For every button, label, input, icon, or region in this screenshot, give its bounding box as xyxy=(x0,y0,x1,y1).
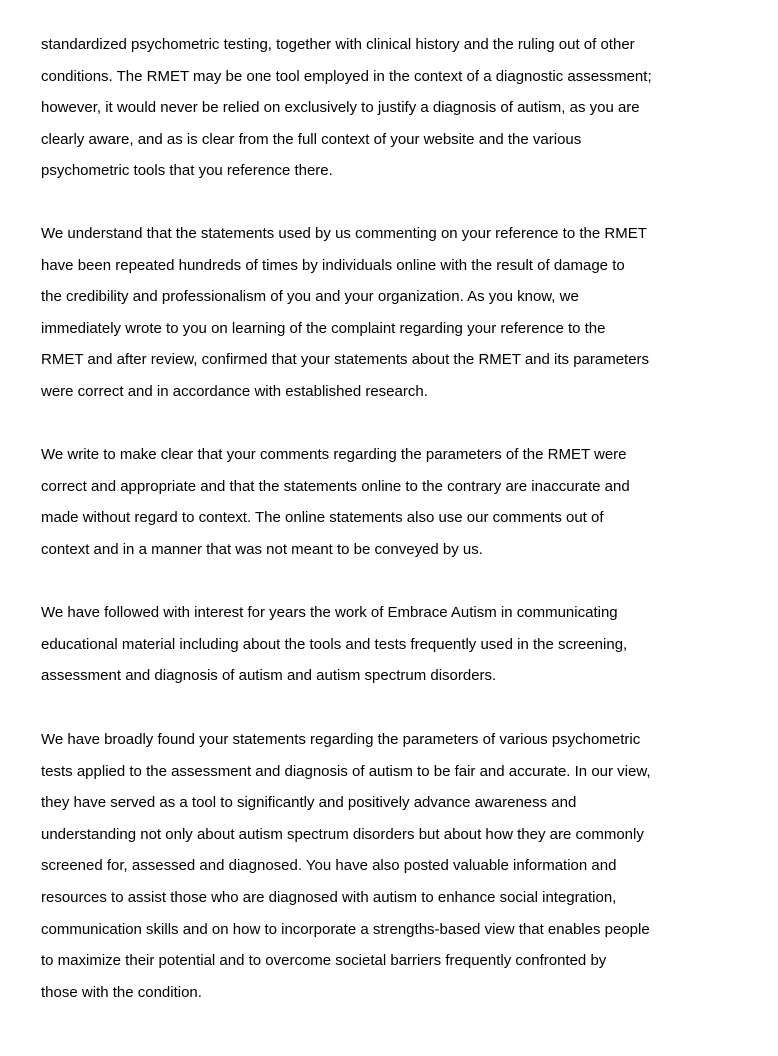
paragraph-line: We understand that the statements used by us commenting on your reference to the RMET xyxy=(41,225,647,242)
paragraph-line: resources to assist those who are diagnosed with autism to enhance social integration, xyxy=(41,888,617,906)
paragraph-1 xyxy=(41,29,731,187)
paragraph-line: screened for, assessed and diagnosed. You have also posted valuable information and xyxy=(41,857,617,875)
paragraph-line: understanding not only about autism spectrum disorders but about how they are commonly xyxy=(41,825,644,843)
paragraph-2 xyxy=(41,218,731,408)
paragraph-line: made without regard to context. The online statements also use our comments out of xyxy=(41,509,604,527)
paragraph-line: We write to make clear that your comments regarding the parameters of the RMET were xyxy=(41,446,627,463)
paragraph-line: immediately wrote to you on learning of the complaint regarding your reference to the xyxy=(41,319,606,337)
paragraph-line: psychometric tools that you reference there. xyxy=(41,162,333,180)
paragraph-line: however, it would never be relied on exclusively to justify a diagnosis of autism, as you are xyxy=(41,99,640,117)
paragraph-line: those with the condition. xyxy=(41,983,202,1001)
paragraph-line: correct and appropriate and that the statements online to the contrary are inaccurate and xyxy=(41,477,630,495)
paragraph-line: communication skills and on how to incorporate a strengths-based view that enables people xyxy=(41,920,650,938)
paragraph-line: the credibility and professionalism of you and your organization. As you know, we xyxy=(41,288,579,306)
paragraph-line: educational material including about the tools and tests frequently used in the screening, xyxy=(41,635,628,653)
paragraph-line: RMET and after review, confirmed that your statements about the RMET and its parameters xyxy=(41,351,650,369)
paragraph-line: tests applied to the assessment and diagnosis of autism to be fair and accurate. In our view, xyxy=(41,762,651,780)
paragraph-line: they have served as a tool to significantly and positively advance awareness and xyxy=(41,794,577,812)
paragraph-line: We have followed with interest for years the work of Embrace Autism in communicating xyxy=(41,604,618,621)
paragraph-line: We have broadly found your statements regarding the parameters of various psychometric xyxy=(41,731,641,748)
paragraph-line: assessment and diagnosis of autism and autism spectrum disorders. xyxy=(41,667,497,685)
paragraph-line: to maximize their potential and to overcome societal barriers frequently confronted by xyxy=(41,952,607,970)
paragraph-line: have been repeated hundreds of times by individuals online with the result of damage to xyxy=(41,256,625,274)
paragraph-5 xyxy=(41,724,731,1008)
paragraph-line: standardized psychometric testing, together with clinical history and the ruling out of other xyxy=(41,36,635,53)
paragraph-4 xyxy=(41,597,731,692)
paragraph-line: conditions. The RMET may be one tool employed in the context of a diagnostic assessment; xyxy=(41,67,652,85)
paragraph-3 xyxy=(41,439,731,565)
paragraph-line: were correct and in accordance with established research. xyxy=(41,382,428,400)
paragraph-line: clearly aware, and as is clear from the full context of your website and the various xyxy=(41,130,582,148)
paragraph-line: context and in a manner that was not meant to be conveyed by us. xyxy=(41,540,483,558)
